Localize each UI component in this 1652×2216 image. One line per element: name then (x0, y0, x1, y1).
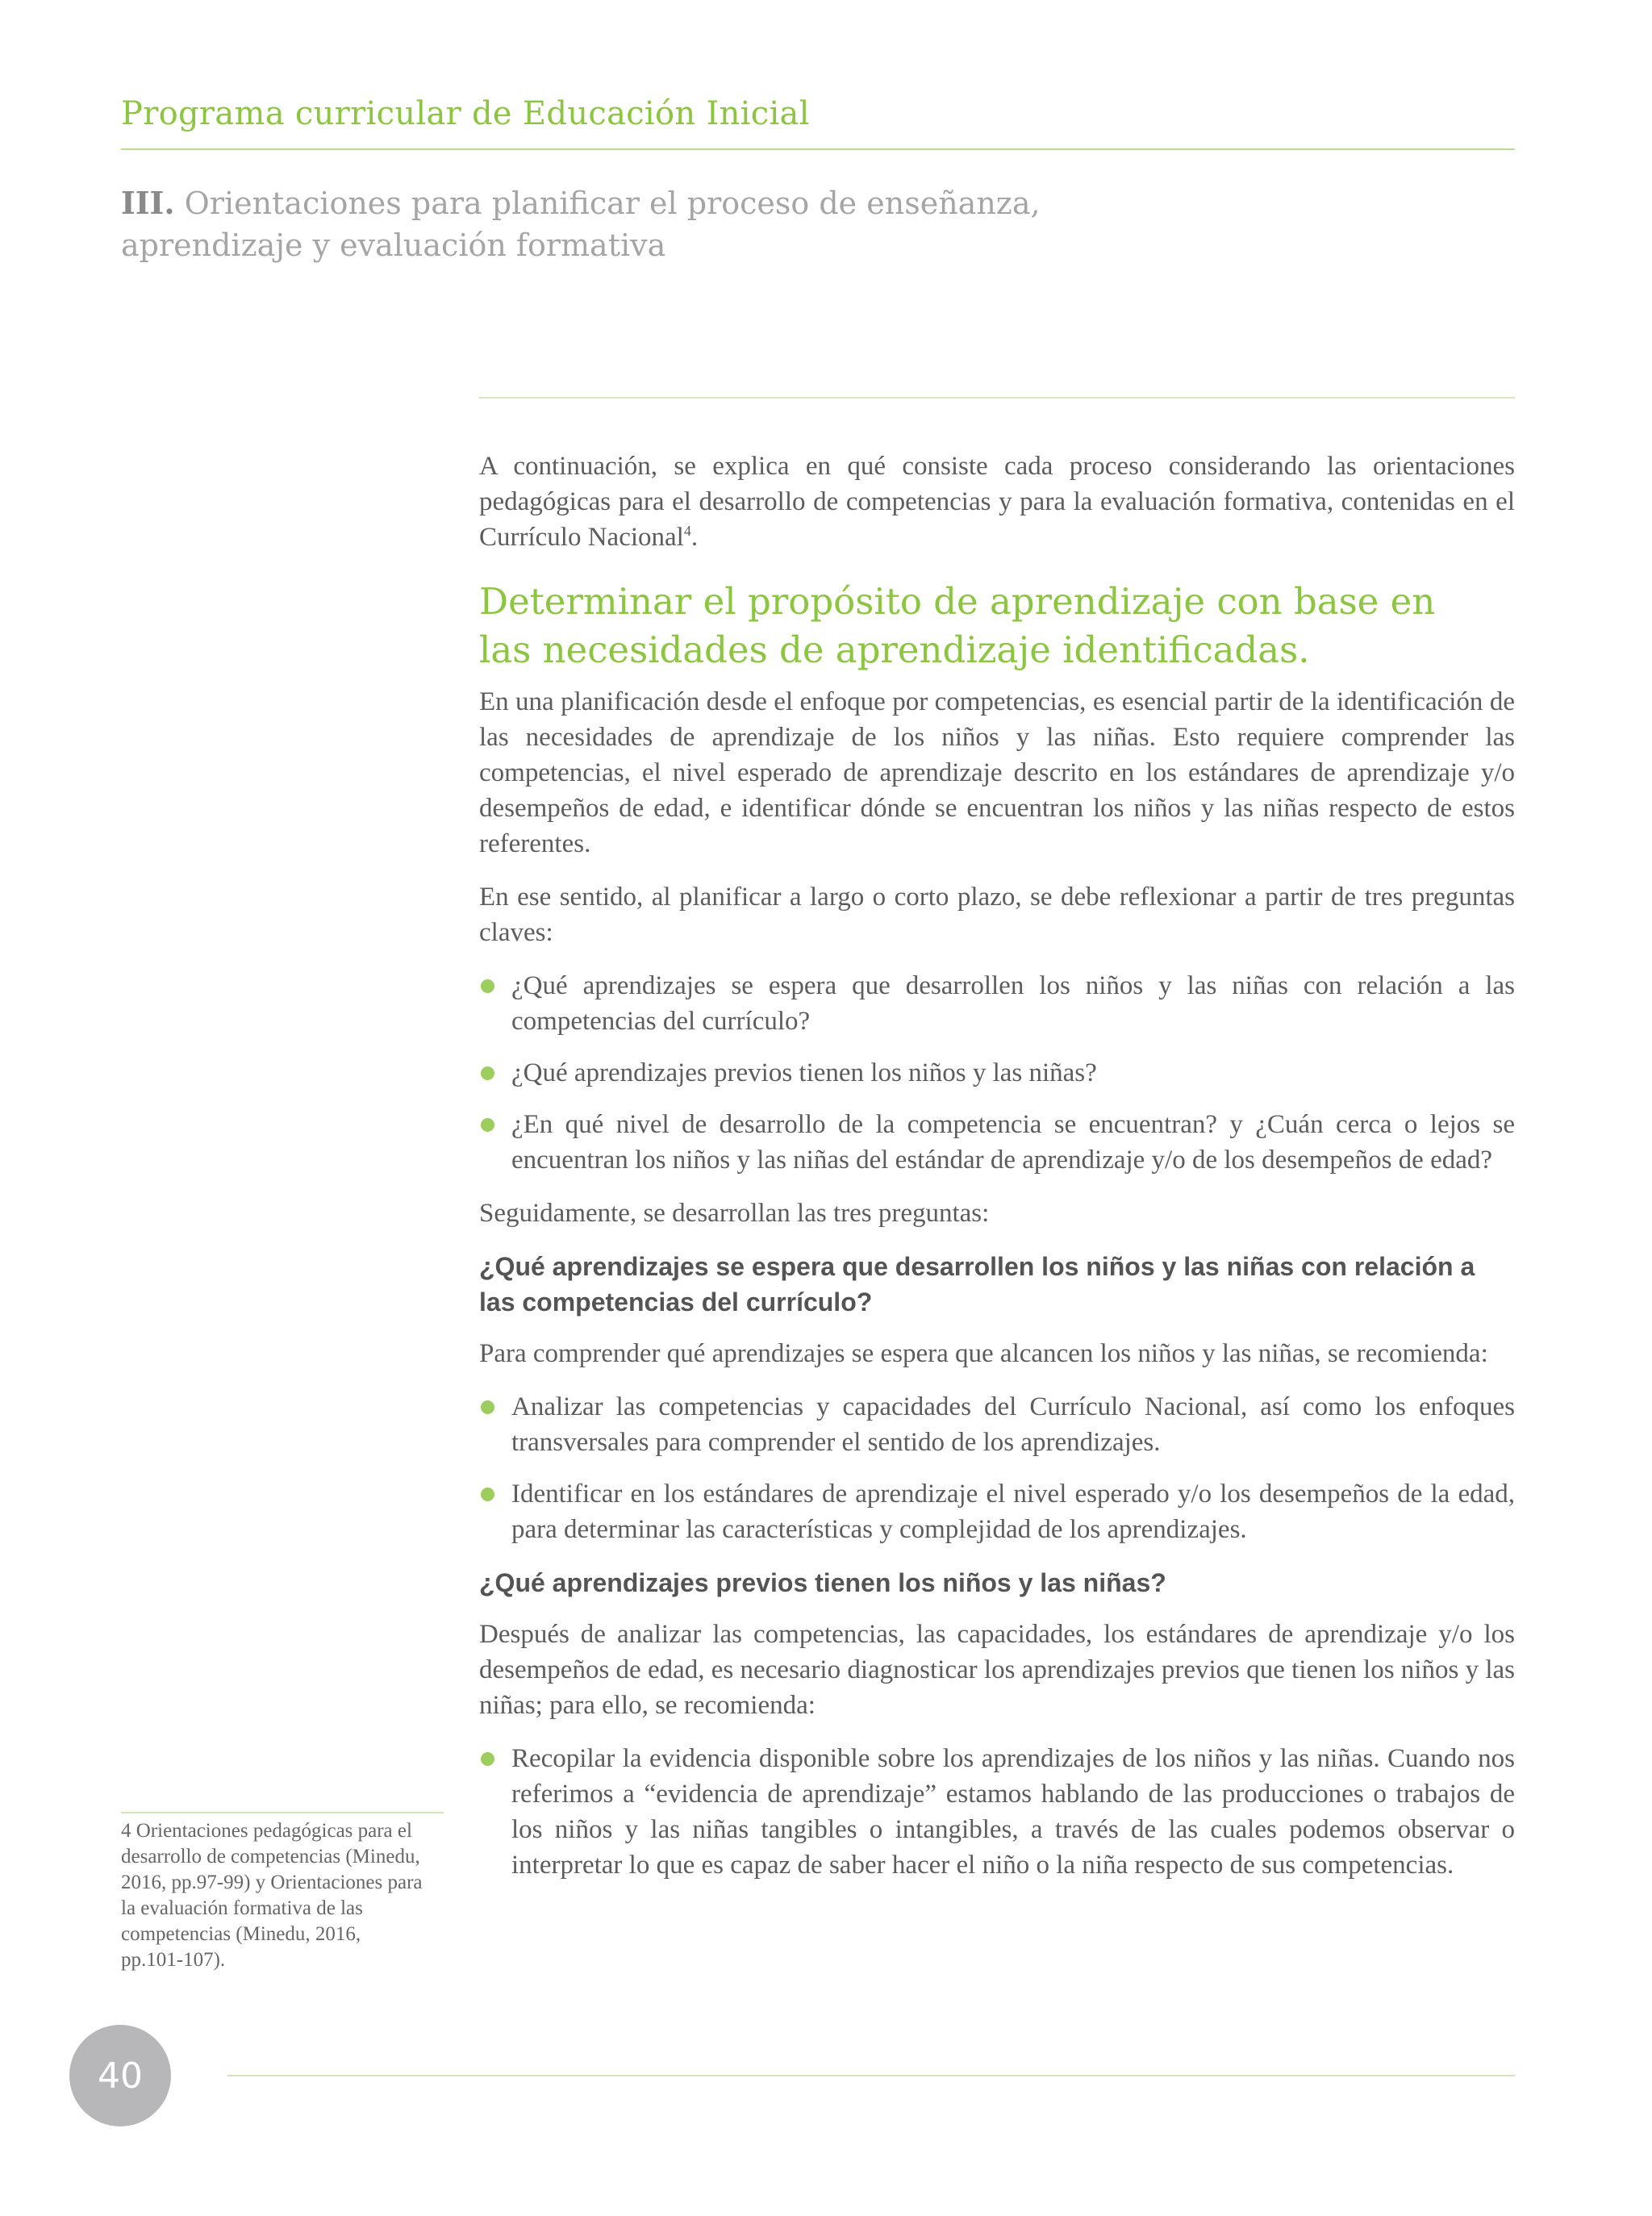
paragraph-recommendation-2: Después de analizar las competencias, las capacidades, los estándares de aprendizaje y/o los desempeños de edad, es necesario diagnosticar los aprendizajes previos que tienen los niños y las niñas; para ello, se recomienda: (479, 1620, 1515, 1720)
section-title-line2: aprendizaje y evaluación formativa (121, 227, 666, 263)
subheading-expected-learning: ¿Qué aprendizajes se espera que desarrollen los niños y las niñas con relación a las competencias del currículo? (479, 1252, 1475, 1317)
bullet-dot-icon (481, 1066, 494, 1080)
list-item: Identificar en los estándares de aprendizaje el nivel esperado y/o los desempeños de la edad, para determinar las características y complejidad de los aprendizajes. (479, 1476, 1515, 1547)
list-item: ¿Qué aprendizajes se espera que desarrollen los niños y las niñas con relación a las competencias del currículo? (479, 968, 1515, 1039)
section-title-line1: Orientaciones para planificar el proceso de enseñanza, (184, 186, 1041, 221)
paragraph-three-questions: En ese sentido, al planificar a largo o corto plazo, se debe reflexionar a partir de tres preguntas claves: (479, 883, 1515, 947)
recommendations-list-2 (479, 1741, 1515, 1883)
running-header-title: Programa curricular de Educación Inicial (121, 95, 810, 132)
footer-divider (227, 2075, 1515, 2076)
section-title (121, 182, 1170, 266)
intro-end: . (690, 523, 699, 552)
bullet-dot-icon (481, 979, 494, 993)
section-heading-line1: Determinar el propósito de aprendizaje con base en (479, 580, 1436, 623)
subheading-prior-learning: ¿Qué aprendizajes previos tienen los niños y las niñas? (479, 1568, 1166, 1597)
main-content (479, 449, 1515, 1901)
bullet-dot-icon (481, 1752, 494, 1766)
list-item: ¿Qué aprendizajes previos tienen los niños y las niñas? (479, 1055, 1515, 1091)
paragraph-recommendation-1: Para comprender qué aprendizajes se espera que alcancen los niños y las niñas, se recomienda: (479, 1339, 1488, 1368)
intro-paragraph (479, 449, 1515, 555)
bullet-dot-icon (481, 1400, 494, 1414)
list-item: Recopilar la evidencia disponible sobre los aprendizajes de los niños y las niñas. Cuando nos referimos a “evidencia de aprendizaje” estamos hablando de las producciones o trabajos de los niños y las niñas tangibles o intangibles, a través de las cuales podemos observar o interpretar lo que es capaz de saber hacer el niño o la niña respecto de sus competencias. (479, 1741, 1515, 1883)
intro-text: A continuación, se explica en qué consiste cada proceso considerando las orientaciones pedagógicas para el desarrollo de competencias y para la evaluación formativa, contenidas en el Currículo Nacional (479, 452, 1515, 552)
section-heading (479, 578, 1515, 674)
recommendations-list-1 (479, 1389, 1515, 1547)
list-item: Analizar las competencias y capacidades del Currículo Nacional, así como los enfoques transversales para comprender el sentido de los aprendizajes. (479, 1389, 1515, 1460)
paragraph-competency-approach: En una planificación desde el enfoque por competencias, es esencial partir de la identificación de las necesidades de aprendizaje de los niños y las niñas. Esto requiere comprender las competencias, el nivel esperado de aprendizaje descrito en los estándares de aprendizaje y/o desempeños de edad, e identificar dónde se encuentran los niños y las niñas respecto de estos referentes. (479, 687, 1515, 858)
paragraph-followup: Seguidamente, se desarrollan las tres preguntas: (479, 1199, 990, 1228)
section-heading-line2: las necesidades de aprendizaje identificadas. (479, 628, 1310, 671)
section-number: III. (121, 185, 175, 221)
list-item: ¿En qué nivel de desarrollo de la competencia se encuentran? y ¿Cuán cerca o lejos se encuentran los niños y las niñas del estándar de aprendizaje y/o de los desempeños de edad? (479, 1107, 1515, 1178)
bullet-dot-icon (481, 1488, 494, 1501)
page-number: 40 (98, 2055, 143, 2097)
bullet-dot-icon (481, 1118, 494, 1132)
footnote: 4 Orientaciones pedagógicas para el desarrollo de competencias (Minedu, 2016, pp.97-99) y Orientaciones para la evaluación formativa de las competencias (Minedu, 2016, pp.101-107). (121, 1820, 423, 1971)
page-number-badge (69, 2025, 171, 2126)
content-divider (479, 397, 1515, 399)
key-questions-list (479, 968, 1515, 1178)
footnote-reference[interactable]: 4 (683, 523, 691, 539)
footnote-divider (121, 1812, 444, 1813)
header-divider (121, 148, 1515, 150)
